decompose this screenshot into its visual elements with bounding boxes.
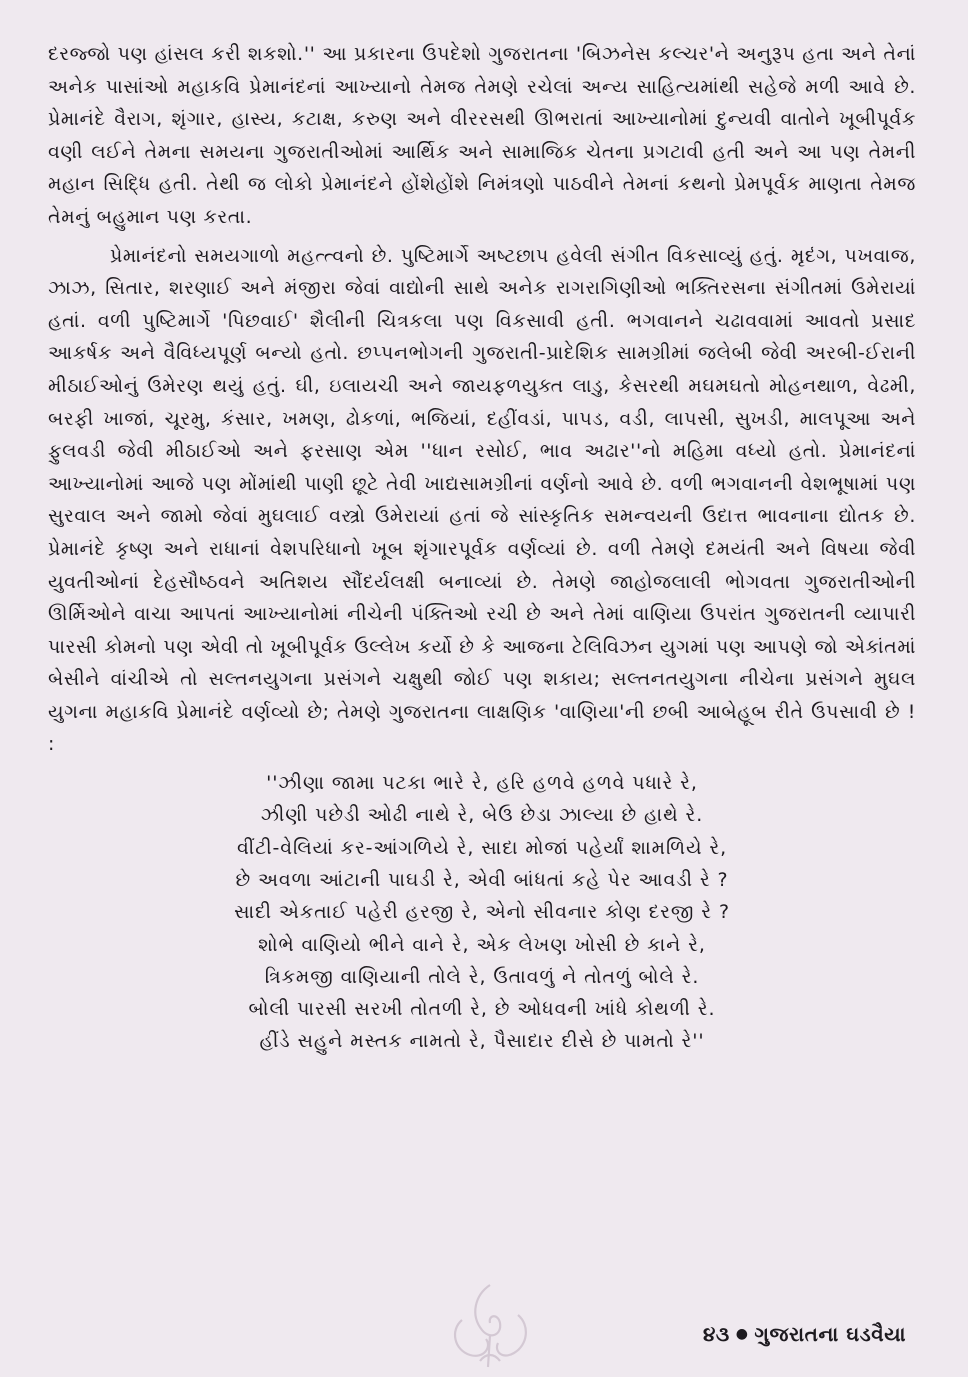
verse-line: શોભે વાણિયો ભીને વાને રે, એક લેખણ ખોસી છે કાને રે,: [258, 933, 706, 956]
bullet-icon: ●: [735, 1326, 749, 1342]
book-title: ગુજરાતના ઘડવૈયા: [754, 1322, 906, 1346]
verse-line: વીંટી-વેલિયાં કર-આંગળિયે રે, સાદા મોજાં પહેર્યાં શામળિયે રે,: [236, 836, 728, 859]
page-number: ૪૩: [702, 1322, 730, 1346]
body-text: [48, 38, 916, 761]
verse-line: સાદી એકતાઈ પહેરી હરજી રે, એનો સીવનાર કોણ દરજી રે ?: [234, 901, 730, 924]
verse-block: [48, 767, 916, 1058]
verse-line: ત્રિકમજી વાણિયાની તોલે રે, ઉતાવળું ને તોતળું બોલે રે.: [264, 965, 700, 988]
floral-ornament-icon: [440, 1275, 540, 1370]
page-footer: [703, 1322, 906, 1346]
paragraph-2: પ્રેમાનંદનો સમયગાળો મહત્ત્વનો છે. પુષ્ટિમાર્ગે અષ્ટછાપ હવેલી સંગીત વિકસાવ્યું હતું. મૃદંગ, પખવાજ, ઝાઝ, સિતાર, શરણાઈ અને મંજીરા જેવાં વાદ્યોની સાથે અનેક રાગરાગિણીઓ ભક્તિરસના સંગીતમાં ઉમેરાયાં હતાં. વળી પુષ્ટિમાર્ગે 'પિછવાઈ' શૈલીની ચિત્રકલા પણ વિકસાવી હતી. ભગવાનને ચઢાવવામાં આવતો પ્રસાદ આકર્ષક અને વૈવિધ્યપૂર્ણ બન્યો હતો. છપ્પનભોગની ગુજરાતી-પ્રાદેશિક સામગ્રીમાં જલેબી જેવી અરબી-ઈરાની મીઠાઈઓનું ઉમેરણ થયું હતું. ઘી, ઇલાયચી અને જાયફળયુક્ત લાડુ, કેસરથી મઘમઘતો મોહનથાળ, વેઢમી, બરફી ખાજાં, ચૂરમુ, કંસાર, ખમણ, ઢોકળાં, ભજિયાં, દહીંવડાં, પાપડ, વડી, લાપસી, સુખડી, માલપૂઆ અને ફુલવડી જેવી મીઠાઈઓ અને ફરસાણ એમ ''ધાન રસોઈ, ભાવ અઢાર''નો મહિમા વધ્યો હતો. પ્રેમાનંદનાં આખ્યાનોમાં આજે પણ મોંમાંથી પાણી છૂટે તેવી ખાદ્યસામગ્રીનાં વર્ણનો આવે છે. વળી ભગવાનની વેશભૂષામાં પણ સુરવાલ અને જામો જેવાં મુઘલાઈ વસ્ત્રો ઉમેરાયાં હતાં જે સાંસ્કૃતિક સમન્વયની ઉદાત્ત ભાવનાના દ્યોતક છે. પ્રેમાનંદે કૃષ્ણ અને રાધાનાં વેશપરિધાનો ખૂબ શૃંગારપૂર્વક વર્ણવ્યાં છે. વળી તેમણે દમયંતી અને વિષયા જેવી યુવતીઓનાં દેહસૌષ્ઠવને અતિશય સૌંદર્યલક્ષી બનાવ્યાં છે. તેમણે જાહોજલાલી ભોગવતા ગુજરાતીઓની ઊર્મિઓને વાચા આપતાં આખ્યાનોમાં નીચેની પંક્તિઓ રચી છે અને તેમાં વાણિયા ઉપરાંત ગુજરાતની વ્યાપારી પારસી કોમનો પણ એવી તો ખૂબીપૂર્વક ઉલ્લેખ કર્યો છે કે આજના ટેલિવિઝન યુગમાં પણ આપણે જો એકાંતમાં બેસીને વાંચીએ તો સલ્તનયુગના પ્રસંગને ચક્ષુથી જોઈ પણ શકાય; સલ્તનતયુગના નીચેના પ્રસંગને મુઘલ યુગના મહાકવિ પ્રેમાનંદે વર્ણવ્યો છે; તેમણે ગુજરાતના લાક્ષણિક 'વાણિયા'ની છબી આબેહૂબ રીતે ઉપસાવી છે ! :: [48, 244, 916, 756]
paragraph-1: દરજ્જો પણ હાંસલ કરી શકશો.'' આ પ્રકારના ઉપદેશો ગુજરાતના 'બિઝનેસ કલ્ચર'ને અનુરૂપ હતા અને તેનાં અનેક પાસાંઓ મહાકવિ પ્રેમાનંદનાં આખ્યાનો તેમજ તેમણે રચેલાં અન્ય સાહિત્યમાંથી સહેજે મળી આવે છે. પ્રેમાનંદે વૈરાગ, શૃંગાર, હાસ્ય, કટાક્ષ, કરુણ અને વીરરસથી ઊભરાતાં આખ્યાનોમાં દુન્યવી વાતોને ખૂબીપૂર્વક વણી લઈને તેમના સમયના ગુજરાતીઓમાં આર્થિક અને સામાજિક ચેતના પ્રગટાવી હતી અને આ પણ તેમની મહાન સિદ્ધિ હતી. તેથી જ લોકો પ્રેમાનંદને હોંશેહોંશે નિમંત્રણો પાઠવીને તેમનાં કથનો પ્રેમપૂર્વક માણતા તેમજ તેમનું બહુમાન પણ કરતા.: [48, 43, 916, 228]
verse-line: ઝીણી પછેડી ઓઢી નાથે રે, બેઉ છેડા ઝાલ્યા છે હાથે રે.: [260, 804, 704, 827]
verse-line: છે અવળા આંટાની પાઘડી રે, એવી બાંધતાં કહે પેર આવડી રે ?: [235, 868, 729, 891]
verse-line: બોલી પારસી સરખી તોતળી રે, છે ઓધવની ખાંધે કોથળી રે.: [248, 998, 716, 1021]
verse-line: ''ઝીણા જામા પટકા ભારે રે, હરિ હળવે હળવે પધારે રે,: [266, 772, 698, 795]
verse-line: હીંડે સહુને મસ્તક નામતો રે, પૈસાદાર દીસે છે પામતો રે'': [259, 1030, 705, 1053]
